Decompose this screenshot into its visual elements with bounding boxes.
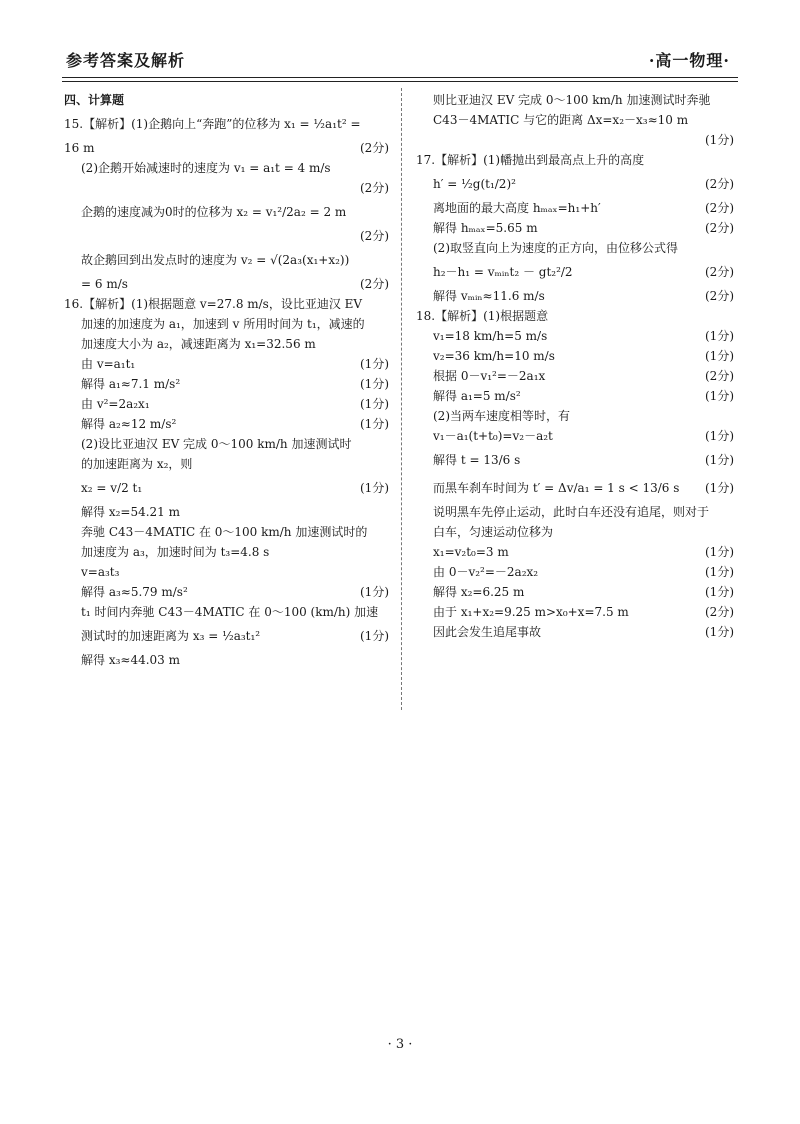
q16-line-13: 加速度为 a₃，加速时间为 t₃=4.8 s bbox=[81, 545, 270, 559]
q18-line-11: 白车，匀速运动位移为 bbox=[433, 525, 554, 539]
q18-line-8: 解得 t = 13/6 s (1分) bbox=[433, 453, 734, 467]
section-heading: 四、计算题 bbox=[64, 93, 125, 107]
header-rule-thick bbox=[62, 77, 738, 78]
q18-line-9: 而黑车刹车时间为 t′ = Δv/a₁ = 1 s < 13/6 s (1分) bbox=[433, 481, 734, 495]
q17-line-2: h′ = ½g(t₁/2)² (2分) bbox=[433, 177, 734, 191]
q16c-points: (1分) bbox=[705, 133, 734, 147]
q18-line-1: 18.【解析】(1)根据题意 bbox=[416, 309, 549, 323]
q15-points-3: (2分) bbox=[360, 181, 389, 195]
q16-line-18: 解得 x₃≈44.03 m bbox=[81, 653, 180, 667]
q18-line-16: 因此会发生追尾事故 (1分) bbox=[433, 625, 734, 639]
q17-line-4: 解得 hₘₐₓ=5.65 m (2分) bbox=[433, 221, 734, 235]
q16-line-5: 解得 a₁≈7.1 m/s² (1分) bbox=[81, 377, 389, 391]
header-right-subject: ·高一物理· bbox=[648, 51, 730, 70]
q16-line-3: 加速度大小为 a₂，减速距离为 x₁=32.56 m bbox=[81, 337, 316, 351]
q18-line-6: (2)当两车速度相等时，有 bbox=[433, 409, 570, 423]
q16-line-12: 奔驰 C43－4MATIC 在 0～100 km/h 加速测试时的 bbox=[81, 525, 368, 539]
page-number: · 3 · bbox=[387, 1037, 413, 1052]
q16c-line-2: C43－4MATIC 与它的距离 Δx=x₂－x₃≈10 m bbox=[433, 113, 689, 127]
q16-line-4: 由 v=a₁t₁ (1分) bbox=[81, 357, 389, 371]
q18-line-15: 由于 x₁+x₂=9.25 m>x₀+x=7.5 m (2分) bbox=[433, 605, 734, 619]
q15-line-3: (2)企鹅开始减速时的速度为 v₁ = a₁t = 4 m/s bbox=[81, 161, 331, 175]
q18-line-12: x₁=v₂t₀=3 m (1分) bbox=[433, 545, 734, 559]
q17-line-3: 离地面的最大高度 hₘₐₓ=h₁+h′ (2分) bbox=[433, 201, 734, 215]
header-rule-thin bbox=[62, 81, 738, 82]
q16-line-9: 的加速距离为 x₂，则 bbox=[81, 457, 193, 471]
q16c-line-1: 则比亚迪汉 EV 完成 0～100 km/h 加速测试时奔驰 bbox=[433, 93, 711, 107]
q17-line-1: 17.【解析】(1)幡抛出到最高点上升的高度 bbox=[416, 153, 645, 167]
q16-line-10: x₂ = v/2 t₁ (1分) bbox=[81, 481, 389, 495]
q16-line-7: 解得 a₂≈12 m/s² (1分) bbox=[81, 417, 389, 431]
left-column bbox=[64, 90, 389, 670]
q18-line-5: 解得 a₁=5 m/s² (1分) bbox=[433, 389, 734, 403]
q16-line-11: 解得 x₂=54.21 m bbox=[81, 505, 180, 519]
q18-line-3: v₂=36 km/h=10 m/s (1分) bbox=[433, 349, 734, 363]
q16-line-2: 加速的加速度为 a₁，加速到 v 所用时间为 t₁，减速的 bbox=[81, 317, 365, 331]
q17-line-6: h₂－h₁ = vₘᵢₙt₂ － gt₂²/2 (2分) bbox=[433, 265, 734, 279]
q16-line-8: (2)设比亚迪汉 EV 完成 0～100 km/h 加速测试时 bbox=[81, 437, 352, 451]
q16-line-6: 由 v²=2a₂x₁ (1分) bbox=[81, 397, 389, 411]
q17-line-5: (2)取竖直向上为速度的正方向，由位移公式得 bbox=[433, 241, 678, 255]
q15-line-2: 16 m (2分) bbox=[64, 141, 389, 155]
q18-line-2: v₁=18 km/h=5 m/s (1分) bbox=[433, 329, 734, 343]
q16-line-16: t₁ 时间内奔驰 C43－4MATIC 在 0～100 (km/h) 加速 bbox=[81, 605, 379, 619]
q15-line-6: = 6 m/s (2分) bbox=[81, 277, 389, 291]
q17-line-7: 解得 vₘᵢₙ≈11.6 m/s (2分) bbox=[433, 289, 734, 303]
q16-line-15: 解得 a₃≈5.79 m/s² (1分) bbox=[81, 585, 389, 599]
q15-line-1: 15.【解析】(1)企鹅向上“奔跑”的位移为 x₁ = ½a₁t² = bbox=[64, 117, 361, 131]
q15-points-4: (2分) bbox=[360, 229, 389, 243]
right-column bbox=[416, 90, 734, 642]
q18-line-4: 根据 0－v₁²=－2a₁x (2分) bbox=[433, 369, 734, 383]
q18-line-7: v₁－a₁(t+t₀)=v₂－a₂t (1分) bbox=[433, 429, 734, 443]
q15-line-5: 故企鹅回到出发点时的速度为 v₂ = √(2a₃(x₁+x₂)) bbox=[81, 253, 350, 267]
q18-line-13: 由 0－v₂²=－2a₂x₂ (1分) bbox=[433, 565, 734, 579]
q16-line-1: 16.【解析】(1)根据题意 v=27.8 m/s，设比亚迪汉 EV bbox=[64, 297, 363, 311]
q16-line-14: v=a₃t₃ bbox=[81, 565, 120, 579]
q18-line-14: 解得 x₂=6.25 m (1分) bbox=[433, 585, 734, 599]
q16-line-17: 测试时的加速距离为 x₃ = ½a₃t₁² (1分) bbox=[81, 629, 389, 643]
header-left-title: 参考答案及解析 bbox=[66, 51, 186, 70]
q15-line-4: 企鹅的速度减为0时的位移为 x₂ = v₁²/2a₂ = 2 m bbox=[81, 205, 347, 219]
column-divider bbox=[401, 88, 402, 710]
q18-line-10: 说明黑车先停止运动，此时白车还没有追尾，则对于 bbox=[433, 505, 710, 519]
